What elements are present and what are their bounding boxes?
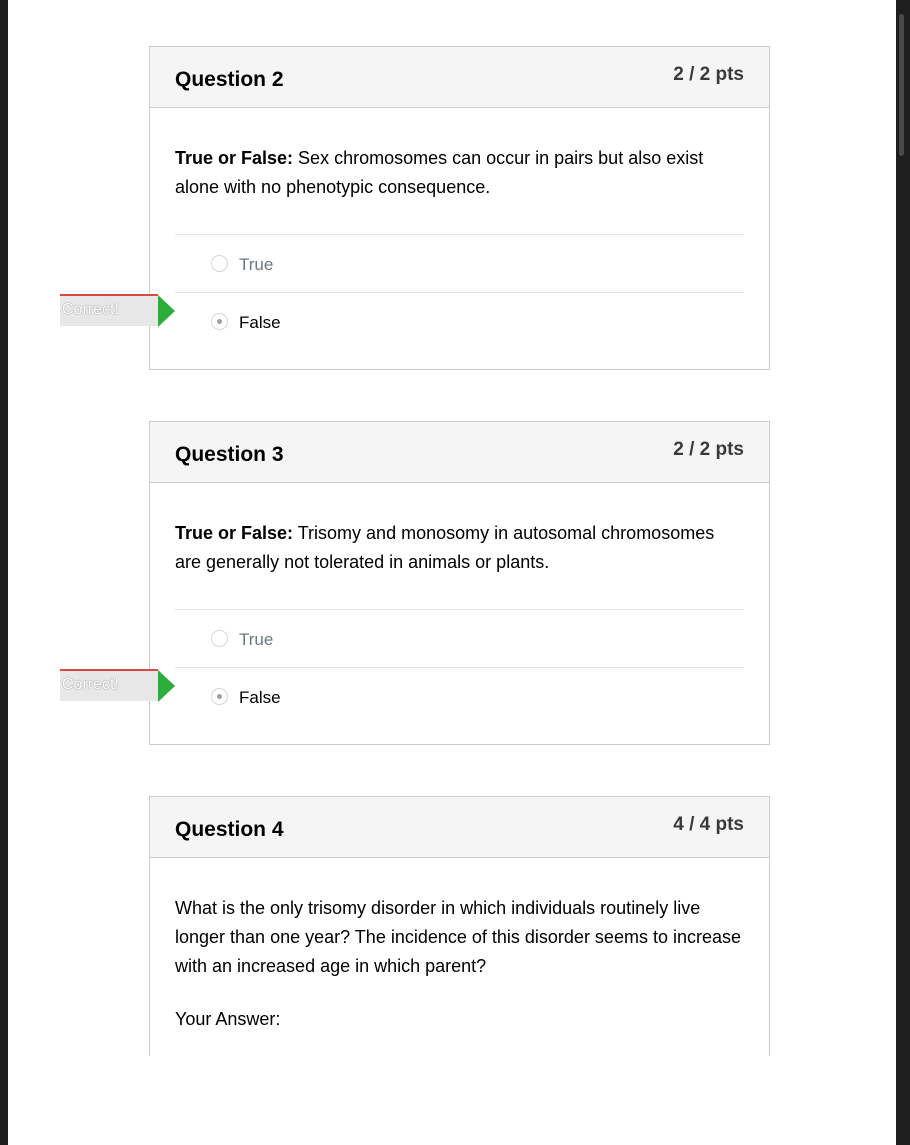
question-title: Question 2 [175, 68, 284, 91]
question-prompt: Trisomy and monosomy in autosomal chromosomes are generally not tolerated in animals or plants. [175, 523, 715, 572]
question-card-2 [149, 46, 770, 370]
answer-label: False [239, 688, 281, 707]
question-body [150, 483, 769, 725]
answer-option-true[interactable] [175, 234, 744, 292]
question-title: Question 3 [175, 443, 284, 466]
radio-button-selected[interactable] [211, 688, 228, 705]
correct-tag-text: Correct! [62, 301, 119, 318]
answer-label: False [239, 313, 281, 332]
question-prompt: Sex chromosomes can occur in pairs but also exist alone with no phenotypic consequence. [175, 148, 704, 197]
answer-option-false[interactable] [175, 667, 744, 725]
correct-arrow-icon [158, 670, 175, 702]
question-prompt-bold: True or False: [175, 148, 294, 168]
question-prompt-bold: True or False: [175, 523, 294, 543]
radio-button-selected[interactable] [211, 313, 228, 330]
question-text [175, 519, 744, 577]
answer-label: True [239, 255, 274, 274]
question-card-3 [149, 421, 770, 745]
your-answer-label: Your Answer: [175, 1009, 281, 1029]
question-text: What is the only trisomy disorder in which individuals routinely live longer than one year? The incidence of this disorder seems to increase with an increased age in which parent? [175, 898, 741, 976]
answer-option-true[interactable] [175, 609, 744, 667]
question-body [150, 858, 769, 1030]
question-title: Question 4 [175, 818, 284, 841]
question-points: 2 / 2 pts [673, 439, 744, 460]
answer-list [175, 234, 744, 350]
correct-answer-tag [60, 669, 158, 701]
question-header [150, 422, 769, 483]
scrollbar-track[interactable] [896, 0, 910, 1145]
correct-answer-tag [60, 294, 158, 326]
correct-tag-text: Correct! [62, 676, 119, 693]
correct-arrow-icon [158, 295, 175, 327]
question-text [175, 144, 744, 202]
question-points: 4 / 4 pts [673, 814, 744, 835]
radio-button[interactable] [211, 630, 228, 647]
scrollbar-thumb[interactable] [899, 14, 904, 156]
question-card-4 [149, 796, 770, 1056]
answer-label: True [239, 630, 274, 649]
answer-list [175, 609, 744, 725]
question-header [150, 797, 769, 858]
radio-button[interactable] [211, 255, 228, 272]
question-body [150, 108, 769, 350]
question-points: 2 / 2 pts [673, 64, 744, 85]
answer-option-false[interactable] [175, 292, 744, 350]
question-header [150, 47, 769, 108]
